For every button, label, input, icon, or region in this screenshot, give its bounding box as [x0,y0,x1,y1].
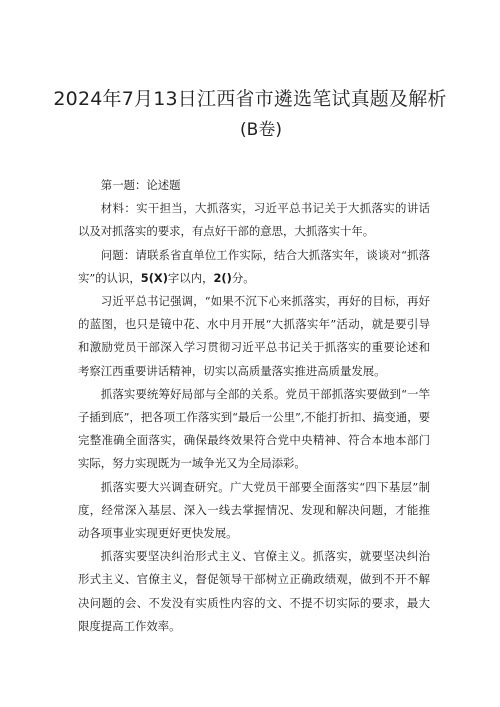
question-prefix: 问题：请联系省直单位工作实际，结合大抓落实年，谈谈对“抓落实”的认识， [78,247,430,285]
question-word-limit: 5(X) [140,270,168,285]
question-mid: 字以内， [167,270,214,285]
body-paragraph-1: 习近平总书记强调，“如果不沉下心来抓落实，再好的目标，再好的蓝图，也只是镜中花、水中月开展“大抓落实年”活动，就是要引导和激励党员干部深入学习贯彻习近平总书记关于抓落实的重要论述和考察江西重要讲话精神，切实以高质量落实推进高质量发展。 [78,294,430,378]
body-paragraph-4: 抓落实要坚决纠治形式主义、官僚主义。抓落实，就要坚决纠治形式主义、官僚主义，督促领导干部树立正确政绩观，做到不开不解决问题的会、不发没有实质性内容的文、不提不切实际的要求，最大限度提高工作效率。 [78,549,430,633]
question-points: 2() [213,270,232,285]
question-suffix: 分。 [231,270,255,285]
material-paragraph: 材料：实干担当，大抓落实，习近平总书记关于大抓落实的讲话以及对抓落实的要求，有点好干部的意思，大抓落实十年。 [78,201,430,239]
body-paragraph-2: 抓落实要统筹好局部与全部的关系。党员干部抓落实要做到“一竿子插到底”，把各项工作落实到“最后一公里”,不能打折扣、搞变通，要完整准确全面落实，确保最终效果符合党中央精神、符合本地本部门实际，努力实现既为一域争光又为全局添彩。 [78,386,430,471]
section-heading: 第一题：论述题 [100,178,181,192]
page-title: 2024年7月13日江西省市遴选笔试真题及解析 [53,88,447,110]
question-paragraph [78,244,430,290]
body-paragraph-3: 抓落实要大兴调查研究。广大党员干部要全面落实“四下基层”制度，经常深入基层、深入一线去掌握情况、发现和解决问题，才能推动各项事业实现更好更快发展。 [78,479,430,541]
page-subtitle: (B卷) [240,120,282,140]
document-body [78,174,430,638]
